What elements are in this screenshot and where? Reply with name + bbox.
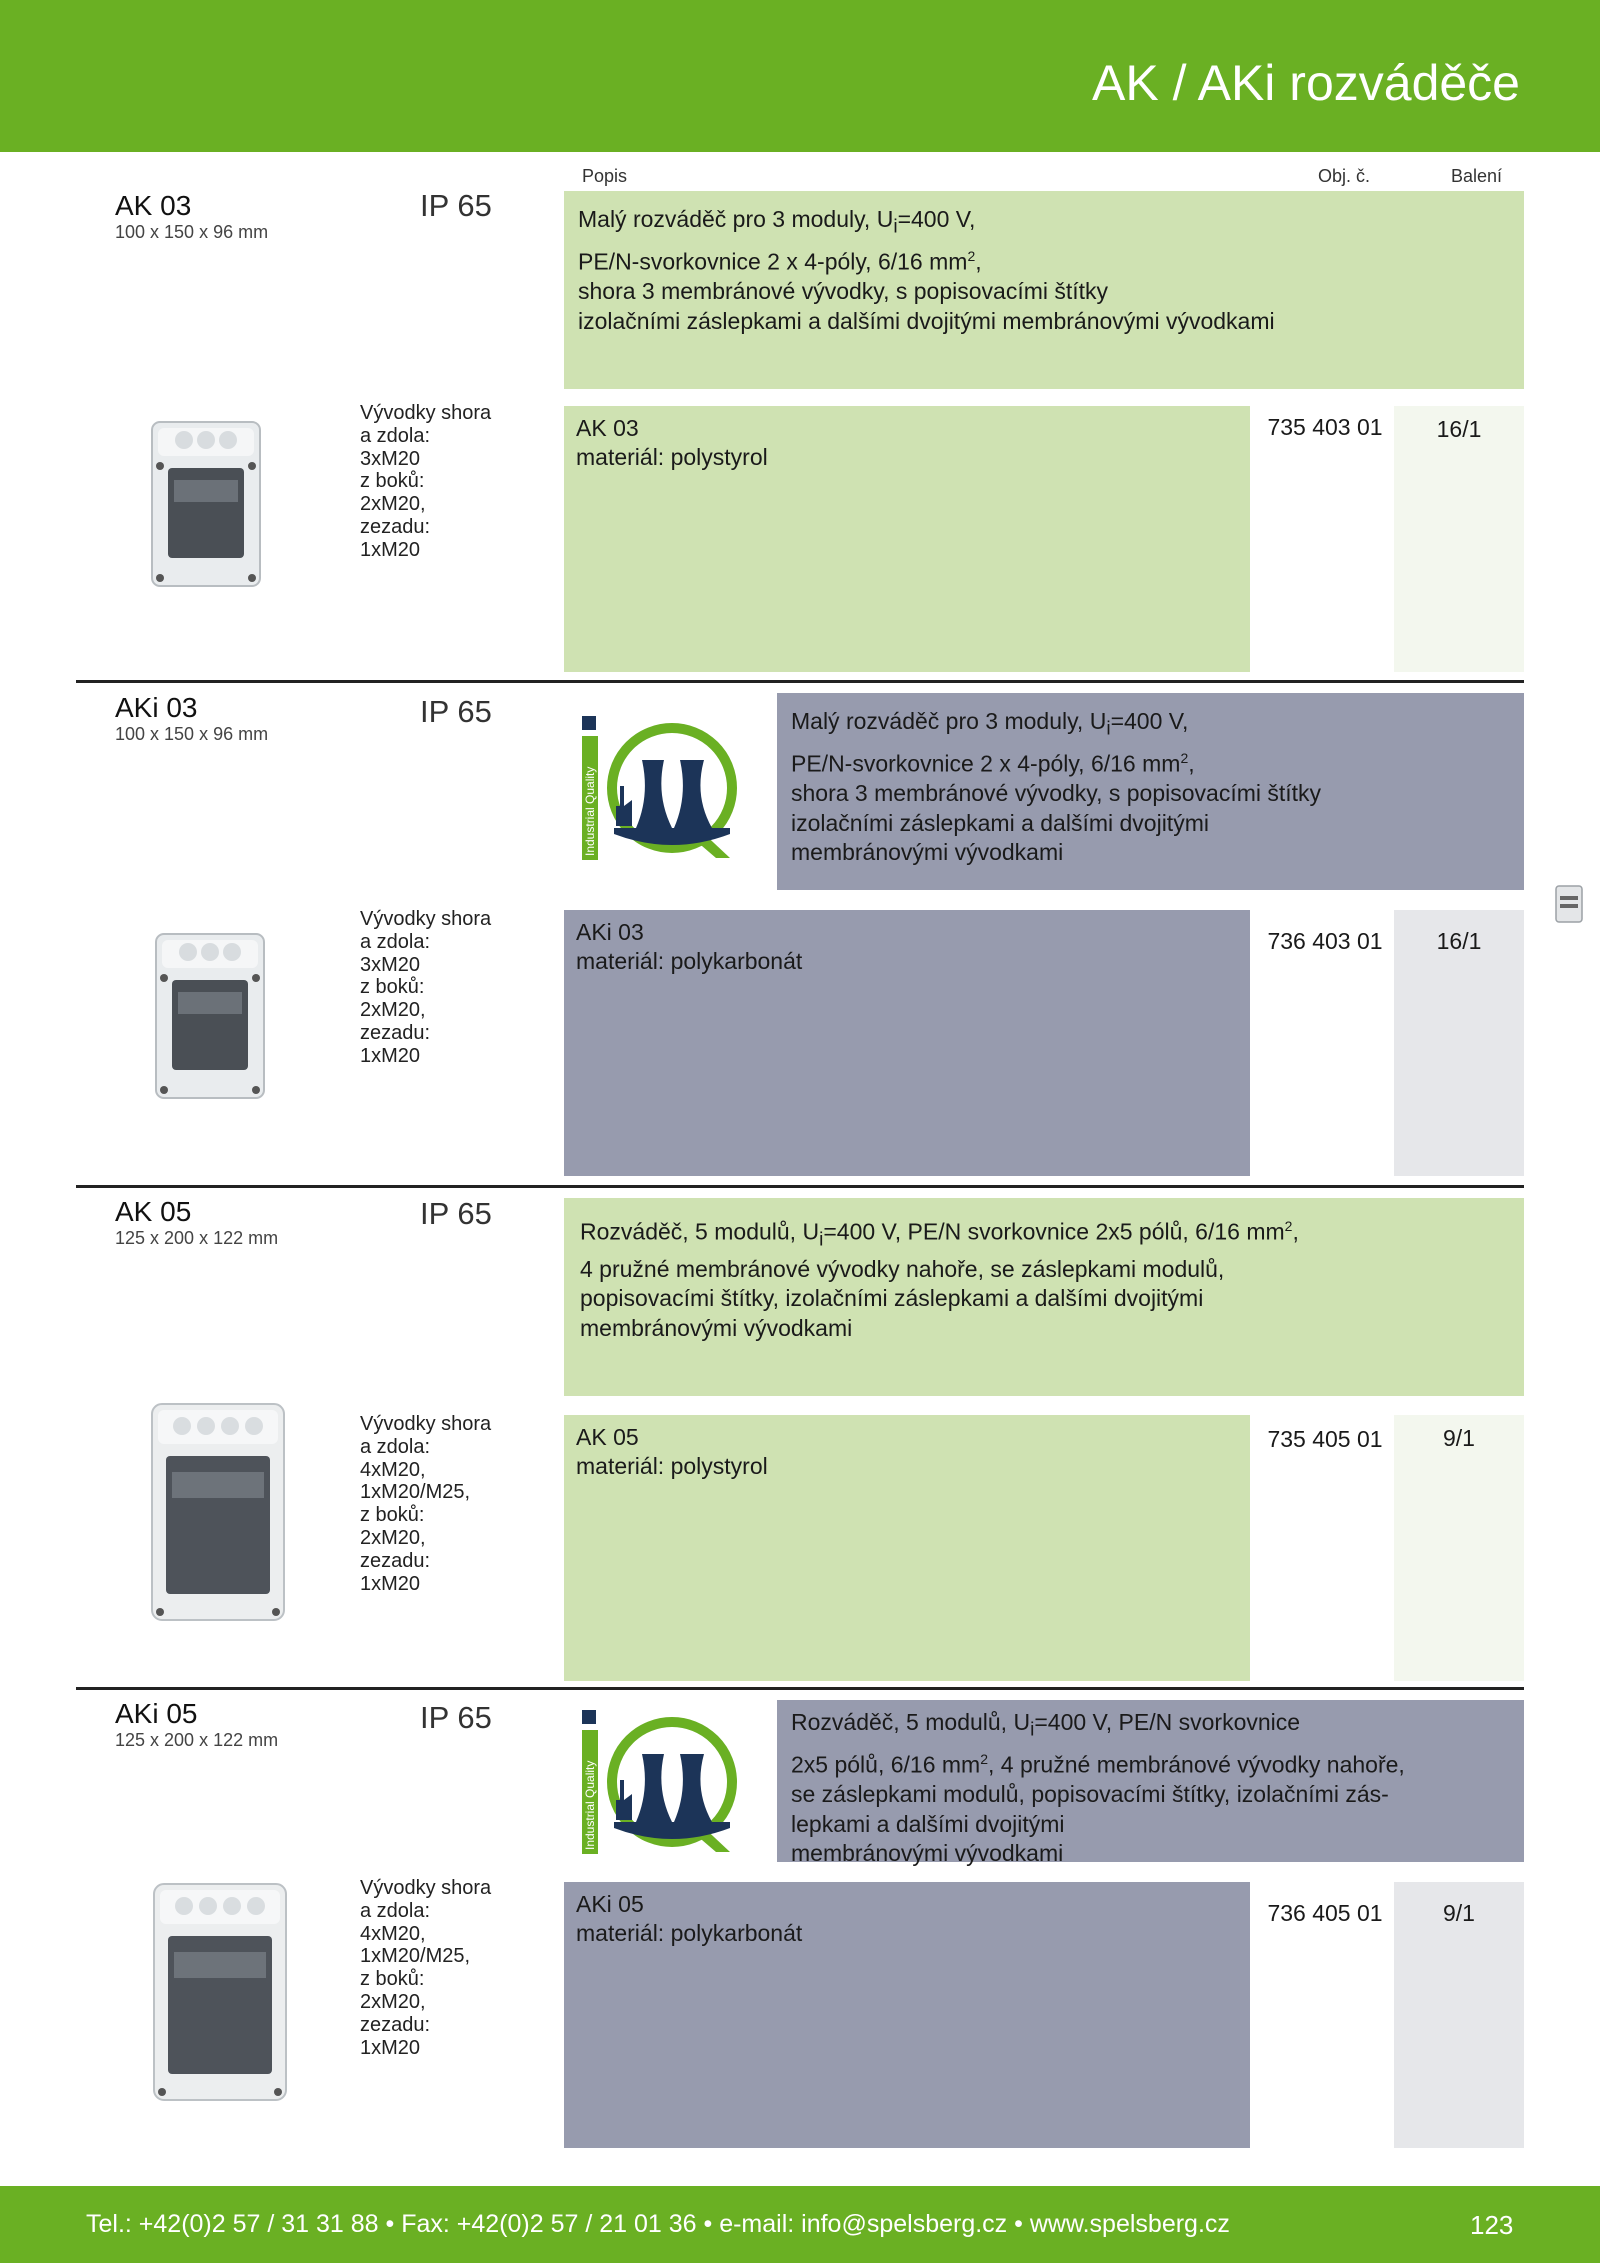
variant-name: AK 05 bbox=[576, 1424, 639, 1450]
product-dimensions: 100 x 150 x 96 mm bbox=[115, 724, 269, 744]
product-photo-aki05 bbox=[150, 1880, 290, 2109]
outlets-list: Vývodky shora a zdola: 4xM20, 1xM20/M25, z boků: 2xM20, zezadu: 1xM20 bbox=[360, 1413, 492, 1595]
product-description: Rozváděč, 5 modulů, $U_i=400$ V, PE/N svorkovnice 2x5 pólů, 6/16 $mm^2$, 4 pružné membránové vývodky nahoře, se záslepkami modulů, popisovacími štítky, izolačními zás- lepkami a dalšími dvojitými membránovými vývodkami bbox=[777, 1700, 1524, 1862]
column-header-obj: Obj. č. bbox=[1318, 166, 1371, 186]
product-photo-ak03 bbox=[148, 418, 264, 595]
product-description: Rozváděč, 5 modulů, $U_i=400$ V, PE/N svorkovnice 2x5 pólů, 6/16 $mm^2$, 4 pružné membránové vývodky nahoře, se záslepkami modulů, popisovacími štítky, izolačními záslepkami a dalšími dvojitými membránovými vývodkami bbox=[564, 1198, 1524, 1396]
industrial-quality-logo bbox=[580, 1710, 742, 1861]
section-divider bbox=[76, 1687, 1524, 1690]
order-number: 735 405 01 bbox=[1267, 1426, 1383, 1452]
variant-name: AK 03 bbox=[576, 415, 639, 441]
variant-name: AKi 03 bbox=[576, 919, 644, 945]
product-dimensions: 100 x 150 x 96 mm bbox=[115, 222, 269, 242]
product-description: Malý rozváděč pro 3 moduly, $U_i=400$ V, PE/N-svorkovnice 2 x 4-póly, 6/16 $mm^2$, shora 3 membránové vývodky, s popisovacími štítky izolačními záslepkami a dalšími dvojitými membránovými vývodkami bbox=[564, 191, 1524, 389]
variant-name: AKi 05 bbox=[576, 1891, 644, 1917]
order-number: 736 405 01 bbox=[1267, 1900, 1383, 1926]
section-divider bbox=[76, 680, 1524, 683]
variant-box bbox=[564, 1415, 1250, 1681]
product-ip-rating: IP 65 bbox=[420, 1700, 492, 1735]
variant-material: materiál: polykarbonát bbox=[576, 1920, 803, 1946]
product-dimensions: 125 x 200 x 122 mm bbox=[115, 1228, 279, 1248]
svg-text:Industrial Quality: Industrial Quality bbox=[583, 766, 597, 856]
packaging-quantity: 16/1 bbox=[1394, 910, 1524, 1176]
packaging-quantity: 16/1 bbox=[1394, 406, 1524, 672]
product-name: AKi 05 bbox=[115, 1698, 198, 1729]
variant-material: materiál: polykarbonát bbox=[576, 948, 803, 974]
svg-text:Industrial Quality: Industrial Quality bbox=[583, 1760, 597, 1850]
packaging-quantity: 9/1 bbox=[1394, 1882, 1524, 2148]
product-ip-rating: IP 65 bbox=[420, 188, 492, 223]
outlets-list: Vývodky shora a zdola: 3xM20 z boků: 2xM20, zezadu: 1xM20 bbox=[360, 402, 492, 561]
variant-material: materiál: polystyrol bbox=[576, 1453, 768, 1479]
page-title: AK / AKi rozváděče bbox=[1091, 55, 1520, 111]
variant-material: materiál: polystyrol bbox=[576, 444, 768, 470]
product-ip-rating: IP 65 bbox=[420, 694, 492, 729]
variant-box bbox=[564, 910, 1250, 1176]
product-dimensions: 125 x 200 x 122 mm bbox=[115, 1730, 279, 1750]
footer-contact: Tel.: +42(0)2 57 / 31 31 88 • Fax: +42(0)2 57 / 21 01 36 • e-mail: info@spelsberg.cz • www.spelsberg.cz bbox=[86, 2210, 1230, 2238]
page-number: 123 bbox=[1470, 2210, 1514, 2240]
order-number: 735 403 01 bbox=[1267, 414, 1383, 440]
page-header bbox=[0, 0, 1600, 152]
product-name: AK 03 bbox=[115, 190, 192, 221]
column-header-popis: Popis bbox=[582, 166, 628, 186]
page-footer bbox=[0, 2186, 1600, 2263]
product-description: Malý rozváděč pro 3 moduly, $U_i=400$ V, PE/N-svorkovnice 2 x 4-póly, 6/16 $mm^2$, shora 3 membránové vývodky, s popisovacími štítky izolačními záslepkami a dalšími dvojitými membránovými vývodkami bbox=[777, 693, 1524, 890]
product-name: AK 05 bbox=[115, 1196, 192, 1227]
column-header-baleni: Balení bbox=[1451, 166, 1503, 186]
product-name: AKi 03 bbox=[115, 692, 198, 723]
side-tab-thumbnail bbox=[1552, 884, 1586, 924]
section-divider bbox=[76, 1185, 1524, 1188]
outlets-list: Vývodky shora a zdola: 3xM20 z boků: 2xM20, zezadu: 1xM20 bbox=[360, 908, 492, 1067]
industrial-quality-logo bbox=[580, 716, 742, 867]
outlets-list: Vývodky shora a zdola: 4xM20, 1xM20/M25, z boků: 2xM20, zezadu: 1xM20 bbox=[360, 1877, 492, 2059]
product-photo-ak05 bbox=[148, 1400, 288, 1629]
product-ip-rating: IP 65 bbox=[420, 1196, 492, 1231]
variant-box bbox=[564, 406, 1250, 672]
product-photo-aki03 bbox=[152, 930, 268, 1107]
variant-box bbox=[564, 1882, 1250, 2148]
packaging-quantity: 9/1 bbox=[1394, 1415, 1524, 1681]
order-number: 736 403 01 bbox=[1267, 928, 1383, 954]
